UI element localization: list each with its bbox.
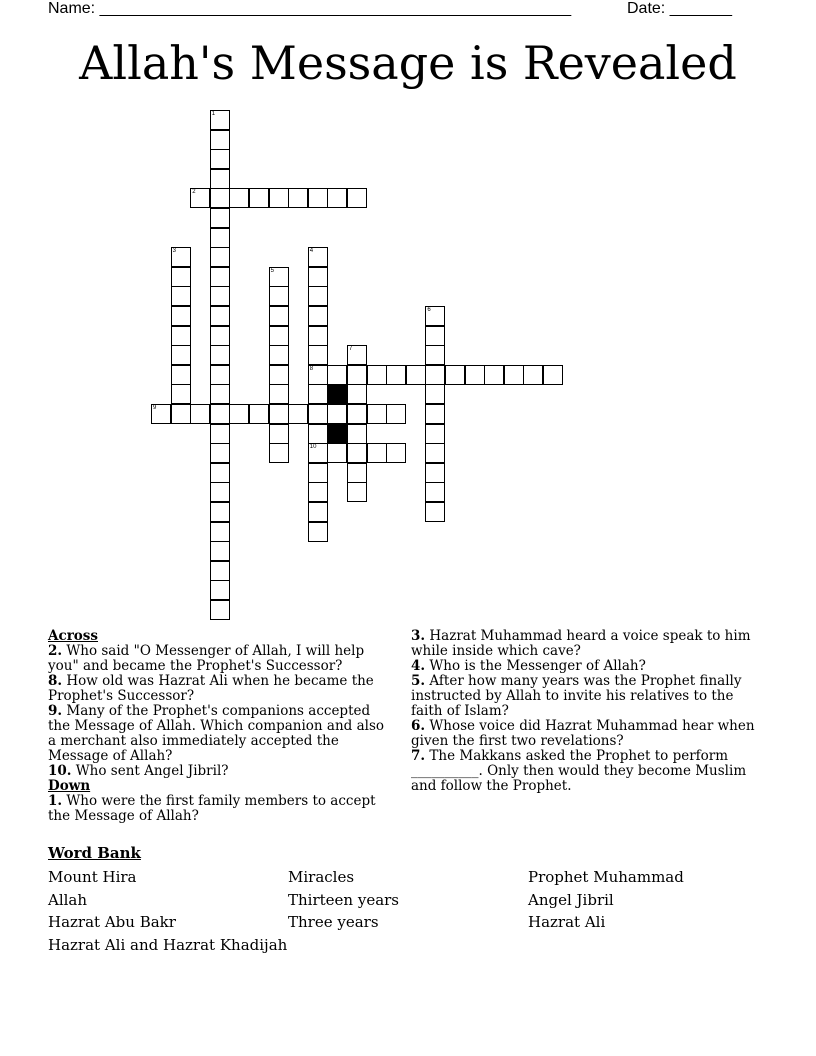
grid-cell[interactable] (269, 286, 289, 306)
grid-cell[interactable] (210, 522, 230, 542)
grid-cell[interactable] (210, 384, 230, 404)
grid-cell[interactable] (327, 365, 347, 385)
black-square (327, 424, 347, 444)
grid-cell[interactable] (210, 541, 230, 561)
grid-cell[interactable] (347, 404, 367, 424)
grid-cell[interactable] (425, 306, 445, 326)
cell-number: 4 (309, 248, 314, 255)
grid-cell[interactable] (367, 365, 387, 385)
clue-down-4: 4. Who is the Messenger of Allah? (411, 658, 646, 674)
clue-down-6: 6. Whose voice did Hazrat Muhammad hear when given the first two revelations? (411, 718, 755, 749)
grid-cell[interactable] (229, 404, 249, 424)
clue-down-1: 1. Who were the first family members to accept the Message of Allah? (48, 793, 376, 824)
grid-cell[interactable] (308, 424, 328, 444)
grid-cell[interactable] (425, 326, 445, 346)
grid-cell[interactable] (288, 188, 308, 208)
page-title: Allah's Message is Revealed (79, 36, 737, 90)
cell-number: 10 (309, 444, 317, 451)
cell-number: 7 (349, 346, 353, 353)
grid-cell[interactable] (425, 424, 445, 444)
grid-cell[interactable] (210, 110, 230, 130)
grid-cell[interactable] (171, 267, 191, 287)
grid-cell[interactable] (347, 365, 367, 385)
word-bank-column-1 (48, 868, 287, 958)
grid-cell[interactable] (210, 208, 230, 228)
grid-cell[interactable] (308, 482, 328, 502)
grid-cell[interactable] (210, 247, 230, 267)
word-bank-item: Hazrat Ali and Hazrat Khadijah (48, 935, 288, 954)
grid-cell[interactable] (210, 228, 230, 248)
grid-cell[interactable] (465, 365, 485, 385)
grid-cell[interactable] (269, 404, 289, 424)
grid-cell[interactable] (210, 561, 230, 581)
grid-cell[interactable] (151, 404, 171, 424)
clue-down-7: 7. The Makkans asked the Prophet to perform __________. Only then would they become Muslim and follow the Prophet. (411, 748, 747, 794)
word-bank-item: Mount Hira (48, 868, 137, 886)
grid-cell[interactable] (425, 365, 445, 385)
grid-cell[interactable] (308, 384, 328, 404)
grid-cell[interactable] (229, 188, 249, 208)
word-bank-item: Hazrat Abu Bakr (48, 913, 176, 931)
grid-cell[interactable] (171, 404, 191, 424)
grid-cell[interactable] (308, 463, 328, 483)
grid-cell[interactable] (347, 463, 367, 483)
grid-cell[interactable] (347, 443, 367, 463)
grid-cell[interactable] (523, 365, 543, 385)
grid-cell[interactable] (386, 443, 406, 463)
grid-cell[interactable] (210, 365, 230, 385)
word-bank-column-2 (288, 868, 399, 936)
down-heading: Down (48, 778, 91, 794)
grid-cell[interactable] (347, 482, 367, 502)
grid-cell[interactable] (269, 188, 289, 208)
cell-number: 8 (309, 365, 314, 372)
grid-cell[interactable] (347, 188, 367, 208)
grid-cell[interactable] (210, 345, 230, 365)
grid-cell[interactable] (308, 365, 328, 385)
name-field[interactable]: Name: _____________________________________________________ (48, 0, 572, 17)
grid-cell[interactable] (425, 404, 445, 424)
grid-cell[interactable] (269, 306, 289, 326)
grid-cell[interactable] (386, 365, 406, 385)
grid-cell[interactable] (210, 600, 230, 620)
grid-cell[interactable] (269, 443, 289, 463)
grid-cell[interactable] (210, 580, 230, 600)
grid-cell[interactable] (171, 326, 191, 346)
grid-cell[interactable] (386, 404, 406, 424)
grid-cell[interactable] (425, 443, 445, 463)
clue-down-5: 5. After how many years was the Prophet finally instructed by Allah to invite his relatives to the faith of Islam? (411, 673, 742, 719)
grid-cell[interactable] (308, 326, 328, 346)
grid-cell[interactable] (327, 188, 347, 208)
grid-cell[interactable] (171, 365, 191, 385)
grid-cell[interactable] (269, 424, 289, 444)
cell-number: 1 (211, 111, 216, 117)
word-bank-item: Thirteen years (288, 890, 400, 909)
grid-cell[interactable] (210, 443, 230, 463)
grid-cell[interactable] (210, 463, 230, 483)
clues-right (411, 629, 766, 794)
word-bank-item: Miracles (288, 868, 355, 886)
grid-cell[interactable] (210, 424, 230, 444)
cell-number: 5 (270, 267, 274, 274)
grid-cell[interactable] (269, 345, 289, 365)
grid-cell[interactable] (190, 404, 210, 424)
grid-cell[interactable] (543, 365, 563, 385)
grid-cell[interactable] (367, 404, 387, 424)
grid-cell[interactable] (327, 404, 347, 424)
clue-down-3: 3. Hazrat Muhammad heard a voice speak to him while inside which cave? (411, 628, 751, 659)
word-bank-item: Prophet Muhammad (528, 868, 684, 886)
grid-cell[interactable] (425, 345, 445, 365)
clue-across-2: 2. Who said "O Messenger of Allah, I will help you" and became the Prophet's Successor? (48, 643, 365, 674)
clue-across-10: 10. Who sent Angel Jibril? (48, 763, 229, 779)
grid-cell[interactable] (210, 149, 230, 169)
grid-cell[interactable] (210, 267, 230, 287)
cell-number: 2 (192, 189, 196, 196)
grid-cell[interactable] (367, 443, 387, 463)
grid-cell[interactable] (210, 502, 230, 522)
grid-cell[interactable] (445, 365, 465, 385)
grid-cell[interactable] (269, 384, 289, 404)
grid-cell[interactable] (347, 384, 367, 404)
word-bank-item: Allah (48, 890, 88, 909)
grid-cell[interactable] (308, 502, 328, 522)
grid-cell[interactable] (171, 306, 191, 326)
grid-cell[interactable] (210, 286, 230, 306)
grid-cell[interactable] (347, 345, 367, 365)
grid-cell[interactable] (308, 247, 328, 267)
date-field[interactable]: Date: _______ (627, 0, 732, 17)
grid-cell[interactable] (210, 482, 230, 502)
black-square (327, 384, 347, 404)
word-bank-column-3 (528, 868, 684, 936)
grid-cell[interactable] (308, 286, 328, 306)
grid-cell[interactable] (249, 404, 269, 424)
grid-cell[interactable] (210, 404, 230, 424)
grid-cell[interactable] (484, 365, 504, 385)
grid-cell[interactable] (425, 482, 445, 502)
grid-cell[interactable] (425, 463, 445, 483)
clues-left (48, 629, 393, 824)
grid-cell[interactable] (210, 188, 230, 208)
grid-cell[interactable] (171, 345, 191, 365)
grid-cell[interactable] (210, 169, 230, 189)
grid-cell[interactable] (406, 365, 426, 385)
grid-cell[interactable] (308, 345, 328, 365)
grid-cell[interactable] (308, 188, 328, 208)
clue-across-8: 8. How old was Hazrat Ali when he became the Prophet's Successor? (48, 673, 374, 704)
clue-across-9: 9. Many of the Prophet's companions accepted the Message of Allah. Which companion and also a merchant also immediately accepted the Message of Allah? (48, 703, 385, 764)
word-bank-item: Angel Jibril (528, 890, 614, 909)
grid-cell[interactable] (210, 130, 230, 150)
cell-number: 9 (153, 405, 157, 411)
word-bank-title: Word Bank (48, 844, 141, 862)
grid-cell[interactable] (171, 247, 191, 267)
grid-cell[interactable] (308, 443, 328, 463)
word-bank-item: Three years (288, 913, 379, 931)
across-heading: Across (48, 628, 99, 644)
cell-number: 6 (427, 307, 431, 313)
grid-cell[interactable] (425, 502, 445, 522)
grid-cell[interactable] (269, 365, 289, 385)
grid-cell[interactable] (171, 384, 191, 404)
grid-cell[interactable] (308, 267, 328, 287)
cell-number: 3 (172, 248, 176, 255)
grid-cell[interactable] (171, 286, 191, 306)
grid-cell[interactable] (425, 384, 445, 404)
grid-cell[interactable] (288, 404, 308, 424)
grid-cell[interactable] (308, 522, 328, 542)
grid-cell[interactable] (190, 188, 210, 208)
grid-cell[interactable] (308, 404, 328, 424)
grid-cell[interactable] (269, 267, 289, 287)
grid-cell[interactable] (347, 424, 367, 444)
grid-cell[interactable] (210, 326, 230, 346)
grid-cell[interactable] (327, 443, 347, 463)
grid-cell[interactable] (210, 306, 230, 326)
grid-cell[interactable] (504, 365, 524, 385)
grid-cell[interactable] (249, 188, 269, 208)
word-bank-item: Hazrat Ali (528, 913, 606, 931)
grid-cell[interactable] (308, 306, 328, 326)
grid-cell[interactable] (269, 326, 289, 346)
